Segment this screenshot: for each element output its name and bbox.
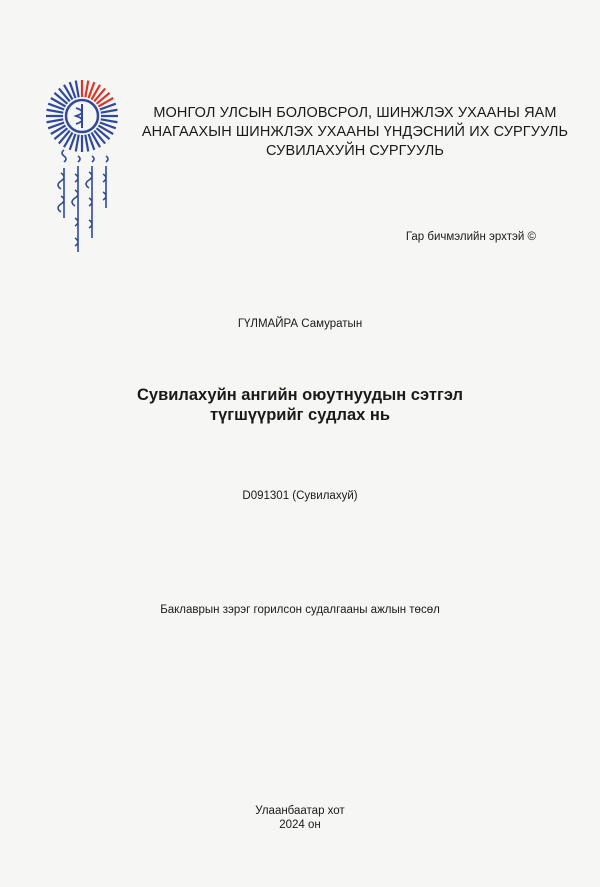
place-and-year: [0, 804, 600, 832]
university-seal-icon: [44, 78, 120, 268]
ministry-header: [140, 104, 570, 161]
thesis-title-line-2: түгшүүрийг судлах нь: [209, 406, 390, 424]
place-year: 2024 он: [279, 819, 321, 831]
thesis-title-line-1: Сувилахуйн ангийн оюутнуудын сэтгэл: [137, 386, 463, 404]
thesis-title: [0, 385, 600, 425]
degree-statement: Баклаврын зэрэг горилсон судалгааны ажлын төсөл: [160, 604, 440, 616]
header-line-ministry: МОНГОЛ УЛСЫН БОЛОВСРОЛ, ШИНЖЛЭХ УХААНЫ ЯАМ: [153, 105, 557, 121]
author-name: ГҮЛМАЙРА Самуратын: [237, 318, 363, 330]
place-city: Улаанбаатар хот: [255, 805, 345, 817]
copyright-note: Гар бичмэлийн эрхтэй ©: [405, 231, 536, 243]
header-line-university: АНАГААХЫН ШИНЖЛЭХ УХААНЫ ҮНДЭСНИЙ ИХ СУРГУУЛЬ: [141, 124, 569, 140]
program-code: D091301 (Сувилахуй): [242, 490, 358, 502]
header-line-school: СУВИЛАХУЙН СУРГУУЛЬ: [266, 143, 444, 159]
